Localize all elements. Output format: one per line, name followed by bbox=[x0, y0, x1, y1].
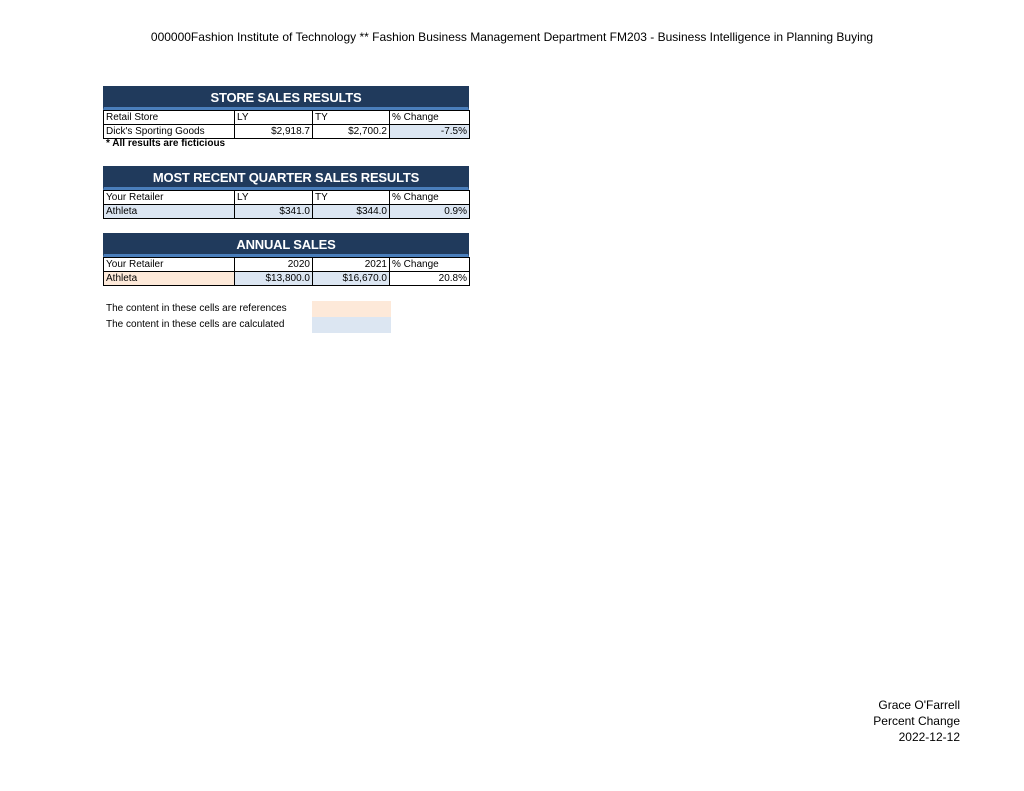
cell-ly[interactable]: $2,918.7 bbox=[235, 125, 313, 139]
legend-calculated-label: The content in these cells are calculated bbox=[106, 319, 285, 330]
col-header-2021[interactable]: 2021 bbox=[313, 258, 390, 272]
cell-ly[interactable]: $341.0 bbox=[235, 205, 313, 219]
quarter-sales-table bbox=[103, 166, 469, 219]
table-row bbox=[104, 125, 470, 139]
store-sales-grid bbox=[103, 110, 470, 139]
table-row bbox=[104, 205, 470, 219]
quarter-sales-title: MOST RECENT QUARTER SALES RESULTS bbox=[103, 166, 469, 190]
footer-sheet-name: Percent Change bbox=[873, 714, 960, 728]
cell-2021[interactable]: $16,670.0 bbox=[313, 272, 390, 286]
annual-sales-table bbox=[103, 233, 469, 286]
table-row bbox=[104, 272, 470, 286]
store-sales-title: STORE SALES RESULTS bbox=[103, 86, 469, 110]
quarter-sales-grid bbox=[103, 190, 470, 219]
cell-store-name[interactable]: Dick's Sporting Goods bbox=[104, 125, 235, 139]
cell-ty[interactable]: $2,700.2 bbox=[313, 125, 390, 139]
cell-change[interactable]: 20.8% bbox=[390, 272, 470, 286]
footer-author: Grace O'Farrell bbox=[878, 698, 960, 712]
footer-date: 2022-12-12 bbox=[898, 730, 960, 744]
col-header-your-retailer[interactable]: Your Retailer bbox=[104, 258, 235, 272]
annual-sales-header-row bbox=[104, 258, 470, 272]
col-header-ty[interactable]: TY bbox=[313, 111, 390, 125]
col-header-ty[interactable]: TY bbox=[313, 191, 390, 205]
col-header-retail-store[interactable]: Retail Store bbox=[104, 111, 235, 125]
legend-calculated-swatch bbox=[312, 317, 391, 333]
cell-2020[interactable]: $13,800.0 bbox=[235, 272, 313, 286]
ficticious-note: * All results are ficticious bbox=[106, 138, 226, 149]
cell-ty[interactable]: $344.0 bbox=[313, 205, 390, 219]
annual-sales-title: ANNUAL SALES bbox=[103, 233, 469, 257]
cell-change[interactable]: -7.5% bbox=[390, 125, 470, 139]
page-footer bbox=[873, 697, 960, 745]
col-header-ly[interactable]: LY bbox=[235, 111, 313, 125]
annual-sales-grid bbox=[103, 257, 470, 286]
store-sales-header-row bbox=[104, 111, 470, 125]
page-header: 000000Fashion Institute of Technology ** Fashion Business Management Department FM203 - Business Intelligence in Planning Buying bbox=[150, 30, 874, 44]
cell-change[interactable]: 0.9% bbox=[390, 205, 470, 219]
quarter-sales-header-row bbox=[104, 191, 470, 205]
col-header-your-retailer[interactable]: Your Retailer bbox=[104, 191, 235, 205]
col-header-ly[interactable]: LY bbox=[235, 191, 313, 205]
store-sales-table bbox=[103, 86, 469, 139]
col-header-change[interactable]: % Change bbox=[390, 191, 470, 205]
col-header-change[interactable]: % Change bbox=[390, 258, 470, 272]
cell-retailer[interactable]: Athleta bbox=[104, 205, 235, 219]
legend-references-swatch bbox=[312, 301, 391, 317]
cell-retailer[interactable]: Athleta bbox=[104, 272, 235, 286]
col-header-change[interactable]: % Change bbox=[390, 111, 470, 125]
col-header-2020[interactable]: 2020 bbox=[235, 258, 313, 272]
legend-references-label: The content in these cells are references bbox=[106, 303, 287, 314]
